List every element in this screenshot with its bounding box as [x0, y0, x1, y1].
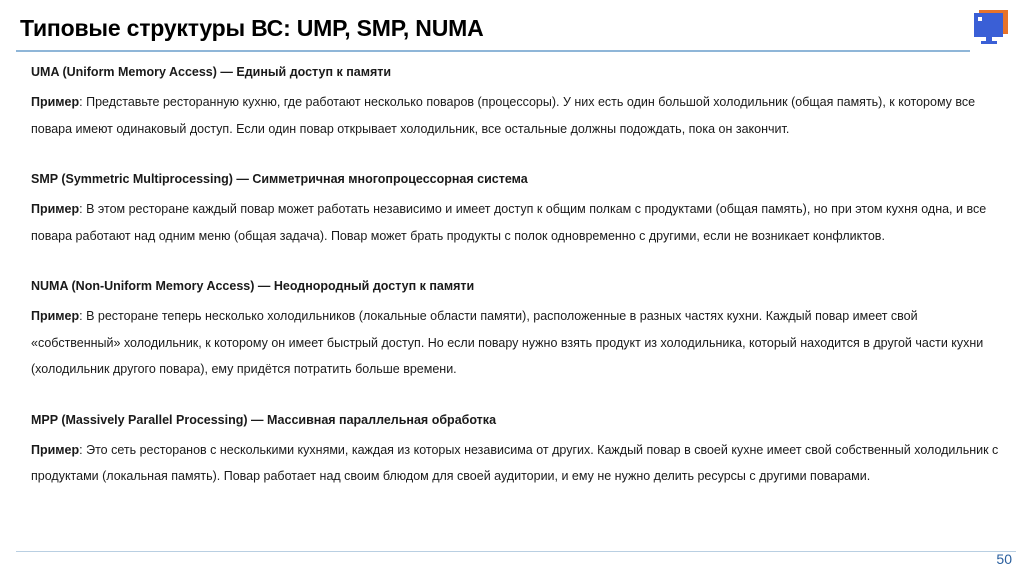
example-text: : Представьте ресторанную кухню, где работают несколько поваров (процессоры). У них есть один большой холодильник (общая память), к которому все повара имеют одинаковый доступ. Если один повар открывает холодильник, все остальные должны подождать, пока он закончит.: [31, 95, 976, 136]
section-uma: [31, 62, 1001, 142]
example-lead: Пример: [31, 202, 80, 216]
section-heading: UMA (Uniform Memory Access) — Единый доступ к памяти: [31, 65, 392, 79]
section-numa: [31, 276, 1001, 383]
example-lead: Пример: [31, 95, 80, 109]
section-smp: [31, 169, 1001, 249]
section-heading: SMP (Symmetric Multiprocessing) — Симметричная многопроцессорная система: [31, 172, 528, 186]
content: [31, 62, 1001, 517]
section-example: [31, 196, 1001, 249]
example-lead: Пример: [31, 309, 80, 323]
slide-title: Типовые структуры ВС: UMP, SMP, NUMA: [20, 15, 484, 41]
section-example: [31, 89, 1001, 142]
title-divider: [16, 50, 970, 52]
page-number: 50: [996, 551, 1012, 567]
monitor-icon: [972, 8, 1010, 46]
section-heading: NUMA (Non-Uniform Memory Access) — Неоднородный доступ к памяти: [31, 279, 475, 293]
example-text: : Это сеть ресторанов с несколькими кухнями, каждая из которых независима от других. Каждый повар в своей кухне имеет свой собственный холодильник с продуктами (локальная память). Повар работает над своим блюдом для своей аудитории, и ему не нужно делить ресурсы с другими поварами.: [31, 442, 999, 483]
section-example: [31, 303, 1001, 383]
section-mpp: [31, 410, 1001, 490]
example-lead: Пример: [31, 442, 80, 457]
section-example: [31, 437, 1001, 490]
section-heading: MPP (Massively Parallel Processing) — Массивная параллельная обработка: [31, 412, 497, 427]
example-text: : В ресторане теперь несколько холодильников (локальные области памяти), расположенные в разных частях кухни. Каждый повар имеет свой «собственный» холодильник, к которому он имеет быстрый доступ. Но если повару нужно взять продукт из холодильника, который находится в другой части кухни (холодильник другого повара), ему придётся потратить больше времени.: [31, 309, 984, 376]
example-text: : В этом ресторане каждый повар может работать независимо и имеет доступ к общим полкам с продуктами (общая память), но при этом кухня одна, и все повара работают над одним меню (общая задача). Повар может брать продукты с полок одновременно с другими, если не возникает конфликтов.: [31, 202, 987, 243]
footer-divider: [16, 551, 1016, 552]
